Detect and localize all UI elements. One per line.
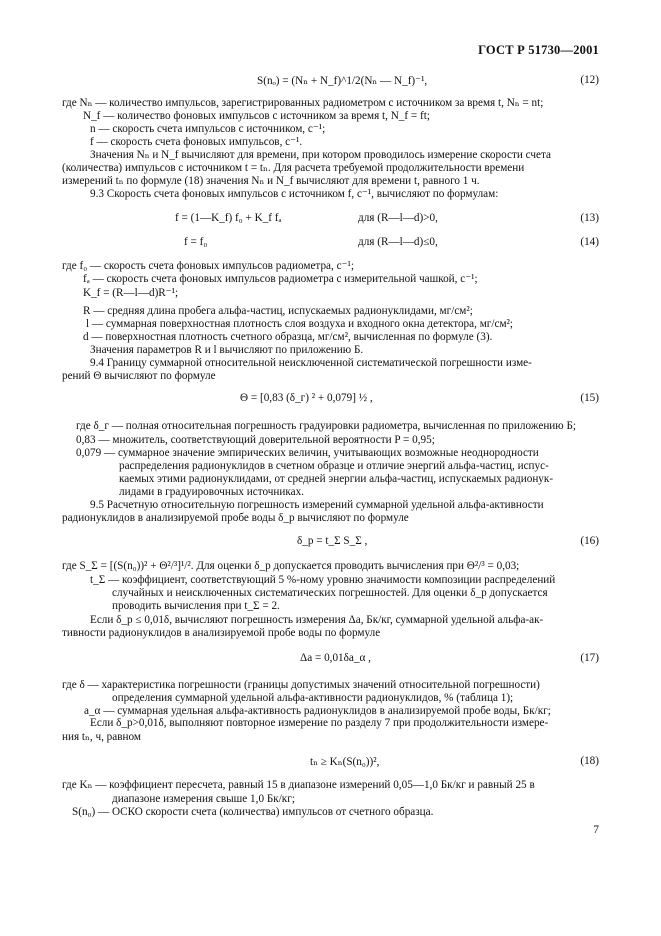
formula-13-number: (13) [580,212,599,224]
text-line: где δ — характеристика погрешности (границы допустимых значений относительной погрешности) [62,679,540,691]
formula-12: S(nₒ) = (Nₙ + N_f)^1/2(Nₙ — N_f)⁻¹, [257,75,428,87]
formula-14-number: (14) [580,236,599,248]
text-line: Если δ_р>0,01δ, выполняют повторное измерение по разделу 7 при продолжительности измере- [90,717,549,729]
text-line: лидами в градуировочных источниках. [119,486,305,498]
formula-15-number: (15) [580,392,599,404]
text-line: N_f — количество фоновых импульсов с источником за время t, N_f = ft; [83,110,430,122]
formula-17-number: (17) [580,652,599,664]
text-line: где f₀ — скорость счета фоновых импульсов радиометра, с⁻¹; [62,260,354,272]
text-line: d — поверхностная плотность счетного образца, мг/см², вычисленная по формуле (3). [83,331,493,343]
text-line: 9.4 Границу суммарной относительной неисключенной систематической погрешности изме- [90,357,532,369]
formula-14: f = f₀ [184,236,208,248]
formula-17: Δa = 0,01δa_α , [300,652,371,664]
text-line: где Kₙ — коэффициент пересчета, равный 15 в диапазоне измерений 0,05—1,0 Бк/кг и равный 25 в [62,779,535,791]
formula-16: δ_р = t_Σ S_Σ , [297,535,368,547]
formula-12-number: (12) [580,74,599,86]
text-line: (количества) импульсов с источником t = tₙ. Для расчета требуемой продолжительности времени [62,162,525,174]
text-line: fₐ — скорость счета фоновых импульсов радиометра с измерительной чашкой, с⁻¹; [83,273,478,285]
text-line: 0,079 — суммарное значение эмпирических величин, учитывающих возможные неоднородности [76,447,539,459]
standard-header: ГОСТ Р 51730—2001 [478,43,599,57]
text-line: K_f = (R—l—d)R⁻¹; [83,287,179,299]
formula-18-number: (18) [580,755,599,767]
text-line: тивности радионуклидов в анализируемой пробе воды по формуле [62,627,381,639]
formula-16-number: (16) [580,535,599,547]
text-line: 9.3 Скорость счета фоновых импульсов с источником f, с⁻¹, вычисляют по формулам: [90,188,499,200]
text-line: Значения Nₙ и N_f вычисляют для времени, при котором проводилось измерение скорости счета [90,149,551,161]
formula-18: tₙ ≥ Kₙ(S(n₀))², [310,756,380,768]
text-line: ния tₙ, ч, равном [62,731,141,743]
text-line: каемых этими радионуклидами, от средней энергии альфа-частиц, испускаемых радионук- [119,473,554,485]
text-line: определения суммарной удельной альфа-активности радионуклидов, % (таблица 1); [112,692,514,704]
page-number: 7 [593,824,599,836]
text-line: случайных и неисключенных систематических погрешностей. Для оценки δ_р допускается [112,587,548,599]
text-line: a_α — суммарная удельная альфа-активность радионуклидов в анализируемой пробе воды, Бк/кг; [84,705,551,717]
text-line: Если δ_р ≤ 0,01δ, вычисляют погрешность измерения Δa, Бк/кг, суммарной удельной альфа-ак- [90,614,544,626]
text-line: где δ_г — полная относительная погрешность градуировки радиометра, вычисленная по приложению Б; [76,420,576,432]
text-line: t_Σ — коэффициент, соответствующий 5 %-ному уровню значимости композиции распределений [90,574,556,586]
text-line: диапазоне измерения свыше 1,0 Бк/кг; [112,793,295,805]
text-line: где S_Σ = [(S(n₀))² + Θ²/³]¹/². Для оценки δ_р допускается проводить вычисления при Θ²/³ = 0,03; [62,560,520,572]
text-line: l — суммарная поверхностная плотность слоя воздуха и входного окна детектора, мг/см²; [86,318,513,330]
formula-13: f = (1—K_f) f₀ + K_f fₐ [175,212,282,224]
text-line: рений Θ вычисляют по формуле [62,370,216,382]
text-line: измерений tₙ по формуле (18) значения Nₙ и N_f вычисляют для времени t, равного 1 ч. [62,175,480,187]
text-line: проводить вычисления при t_Σ = 2. [112,600,280,612]
text-line: f — скорость счета фоновых импульсов, с⁻¹. [90,136,303,148]
text-line: S(n₀) — ОСКО скорости счета (количества) импульсов от счетного образца. [72,806,434,818]
text-line: Значения параметров R и l вычисляют по приложению Б. [90,344,364,356]
formula-15: Θ = [0,83 (δ_г) ² + 0,079] ½ , [240,392,373,404]
text-line: радионуклидов в анализируемой пробе воды δ_р вычисляют по формуле [62,512,409,524]
text-line: n — скорость счета импульсов с источником, с⁻¹; [90,123,326,135]
text-line: распределения радионуклидов в счетном образце и отличие энергий альфа-частиц, испус- [119,460,549,472]
formula-13-condition: для (R—l—d)>0, [358,212,438,224]
text-line: где Nₙ — количество импульсов, зарегистрированных радиометром с источником за время t, Nₙ = nt; [62,97,544,109]
text-line: 9.5 Расчетную относительную погрешность измерений суммарной удельной альфа-активности [90,499,544,511]
text-line: R — средняя длина пробега альфа-частиц, испускаемых радионуклидами, мг/см²; [83,305,473,317]
formula-14-condition: для (R—l—d)≤0, [358,236,438,248]
text-line: 0,83 — множитель, соответствующий доверительной вероятности P = 0,95; [76,434,435,446]
